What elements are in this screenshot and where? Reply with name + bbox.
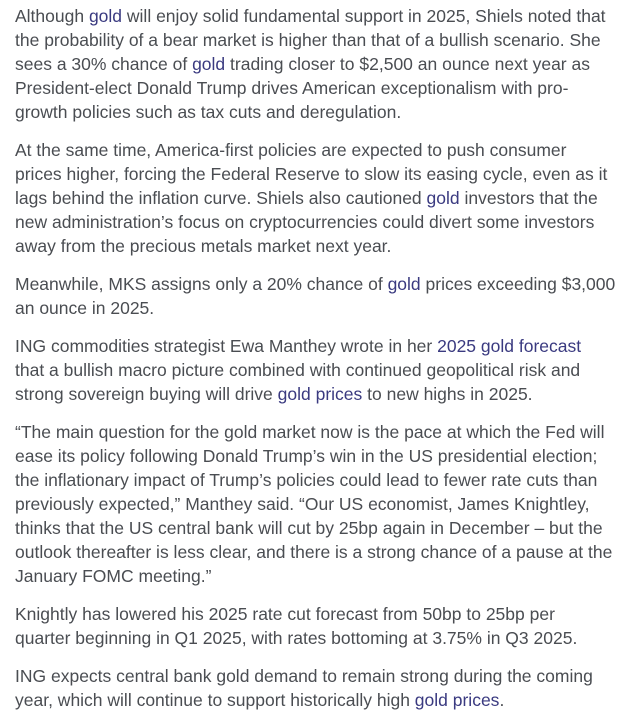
text-segment: year, which will continue to support historically high [15, 690, 415, 710]
text-segment: strong sovereign buying will drive [15, 384, 278, 404]
text-segment: ING commodities strategist Ewa Manthey wrote in her [15, 336, 438, 356]
text-segment: Knightly has lowered his 2025 rate cut forecast from 50bp to 25bp per [15, 604, 555, 624]
paragraph [15, 4, 628, 124]
text-segment: away from the precious metals market next year. [15, 236, 392, 256]
inline-link[interactable]: gold prices [414, 690, 500, 710]
text-segment: an ounce in 2025. [15, 298, 155, 318]
text-segment: will enjoy solid fundamental support in 2025, Shiels noted that [122, 6, 606, 26]
text-segment: “The main question for the gold market now is the pace at which the Fed will [15, 422, 605, 442]
text-segment: previously expected,” Manthey said. “Our US economist, James Knightley, [15, 494, 590, 514]
text-segment: quarter beginning in Q1 2025, with rates bottoming at 3.75% in Q3 2025. [15, 628, 578, 648]
paragraph [15, 334, 628, 406]
inline-link[interactable]: 2025 gold forecast [437, 336, 582, 356]
text-segment: ING expects central bank gold demand to remain strong during the coming [15, 666, 593, 686]
text-segment: President-elect Donald Trump drives American exceptionalism with pro- [15, 78, 569, 98]
text-segment: that a bullish macro picture combined with continued geopolitical risk and [15, 360, 581, 380]
text-segment: to new highs in 2025. [362, 384, 533, 404]
text-segment: prices higher, forcing the Federal Reserve to slow its easing cycle, even as it [15, 164, 608, 184]
text-segment: outlook thereafter is less clear, and there is a strong chance of a pause at the [15, 542, 613, 562]
text-segment: investors that the [459, 188, 598, 208]
text-segment: growth policies such as tax cuts and deregulation. [15, 102, 402, 122]
text-segment: sees a 30% chance of [15, 54, 193, 74]
paragraph [15, 272, 628, 320]
text-segment: prices exceeding $3,000 [420, 274, 616, 294]
text-segment: lags behind the inflation curve. Shiels also cautioned [15, 188, 427, 208]
paragraph [15, 602, 628, 650]
text-segment: trading closer to $2,500 an ounce next year as [225, 54, 590, 74]
inline-link[interactable]: gold [387, 274, 421, 294]
text-segment: ease its policy following Donald Trump’s win in the US presidential election; [15, 446, 598, 466]
paragraph [15, 138, 628, 258]
paragraph [15, 420, 628, 588]
text-segment: Meanwhile, MKS assigns only a 20% chance of [15, 274, 388, 294]
text-segment: new administration’s focus on cryptocurrencies could divert some investors [15, 212, 595, 232]
text-segment: the inflationary impact of Trump’s policies could lead to fewer rate cuts than [15, 470, 598, 490]
inline-link[interactable]: gold prices [277, 384, 363, 404]
text-segment: . [499, 690, 505, 710]
text-segment: Although [15, 6, 89, 26]
text-segment: January FOMC meeting.” [15, 566, 212, 586]
paragraph [15, 664, 628, 712]
text-segment: the probability of a bear market is higher than that of a bullish scenario. She [15, 30, 601, 50]
inline-link[interactable]: gold [192, 54, 226, 74]
paragraph-container [15, 4, 628, 712]
text-segment: thinks that the US central bank will cut by 25bp again in December – but the [15, 518, 603, 538]
inline-link[interactable]: gold [88, 6, 123, 26]
inline-link[interactable]: gold [426, 188, 460, 208]
text-segment: At the same time, America-first policies are expected to push consumer [15, 140, 567, 160]
